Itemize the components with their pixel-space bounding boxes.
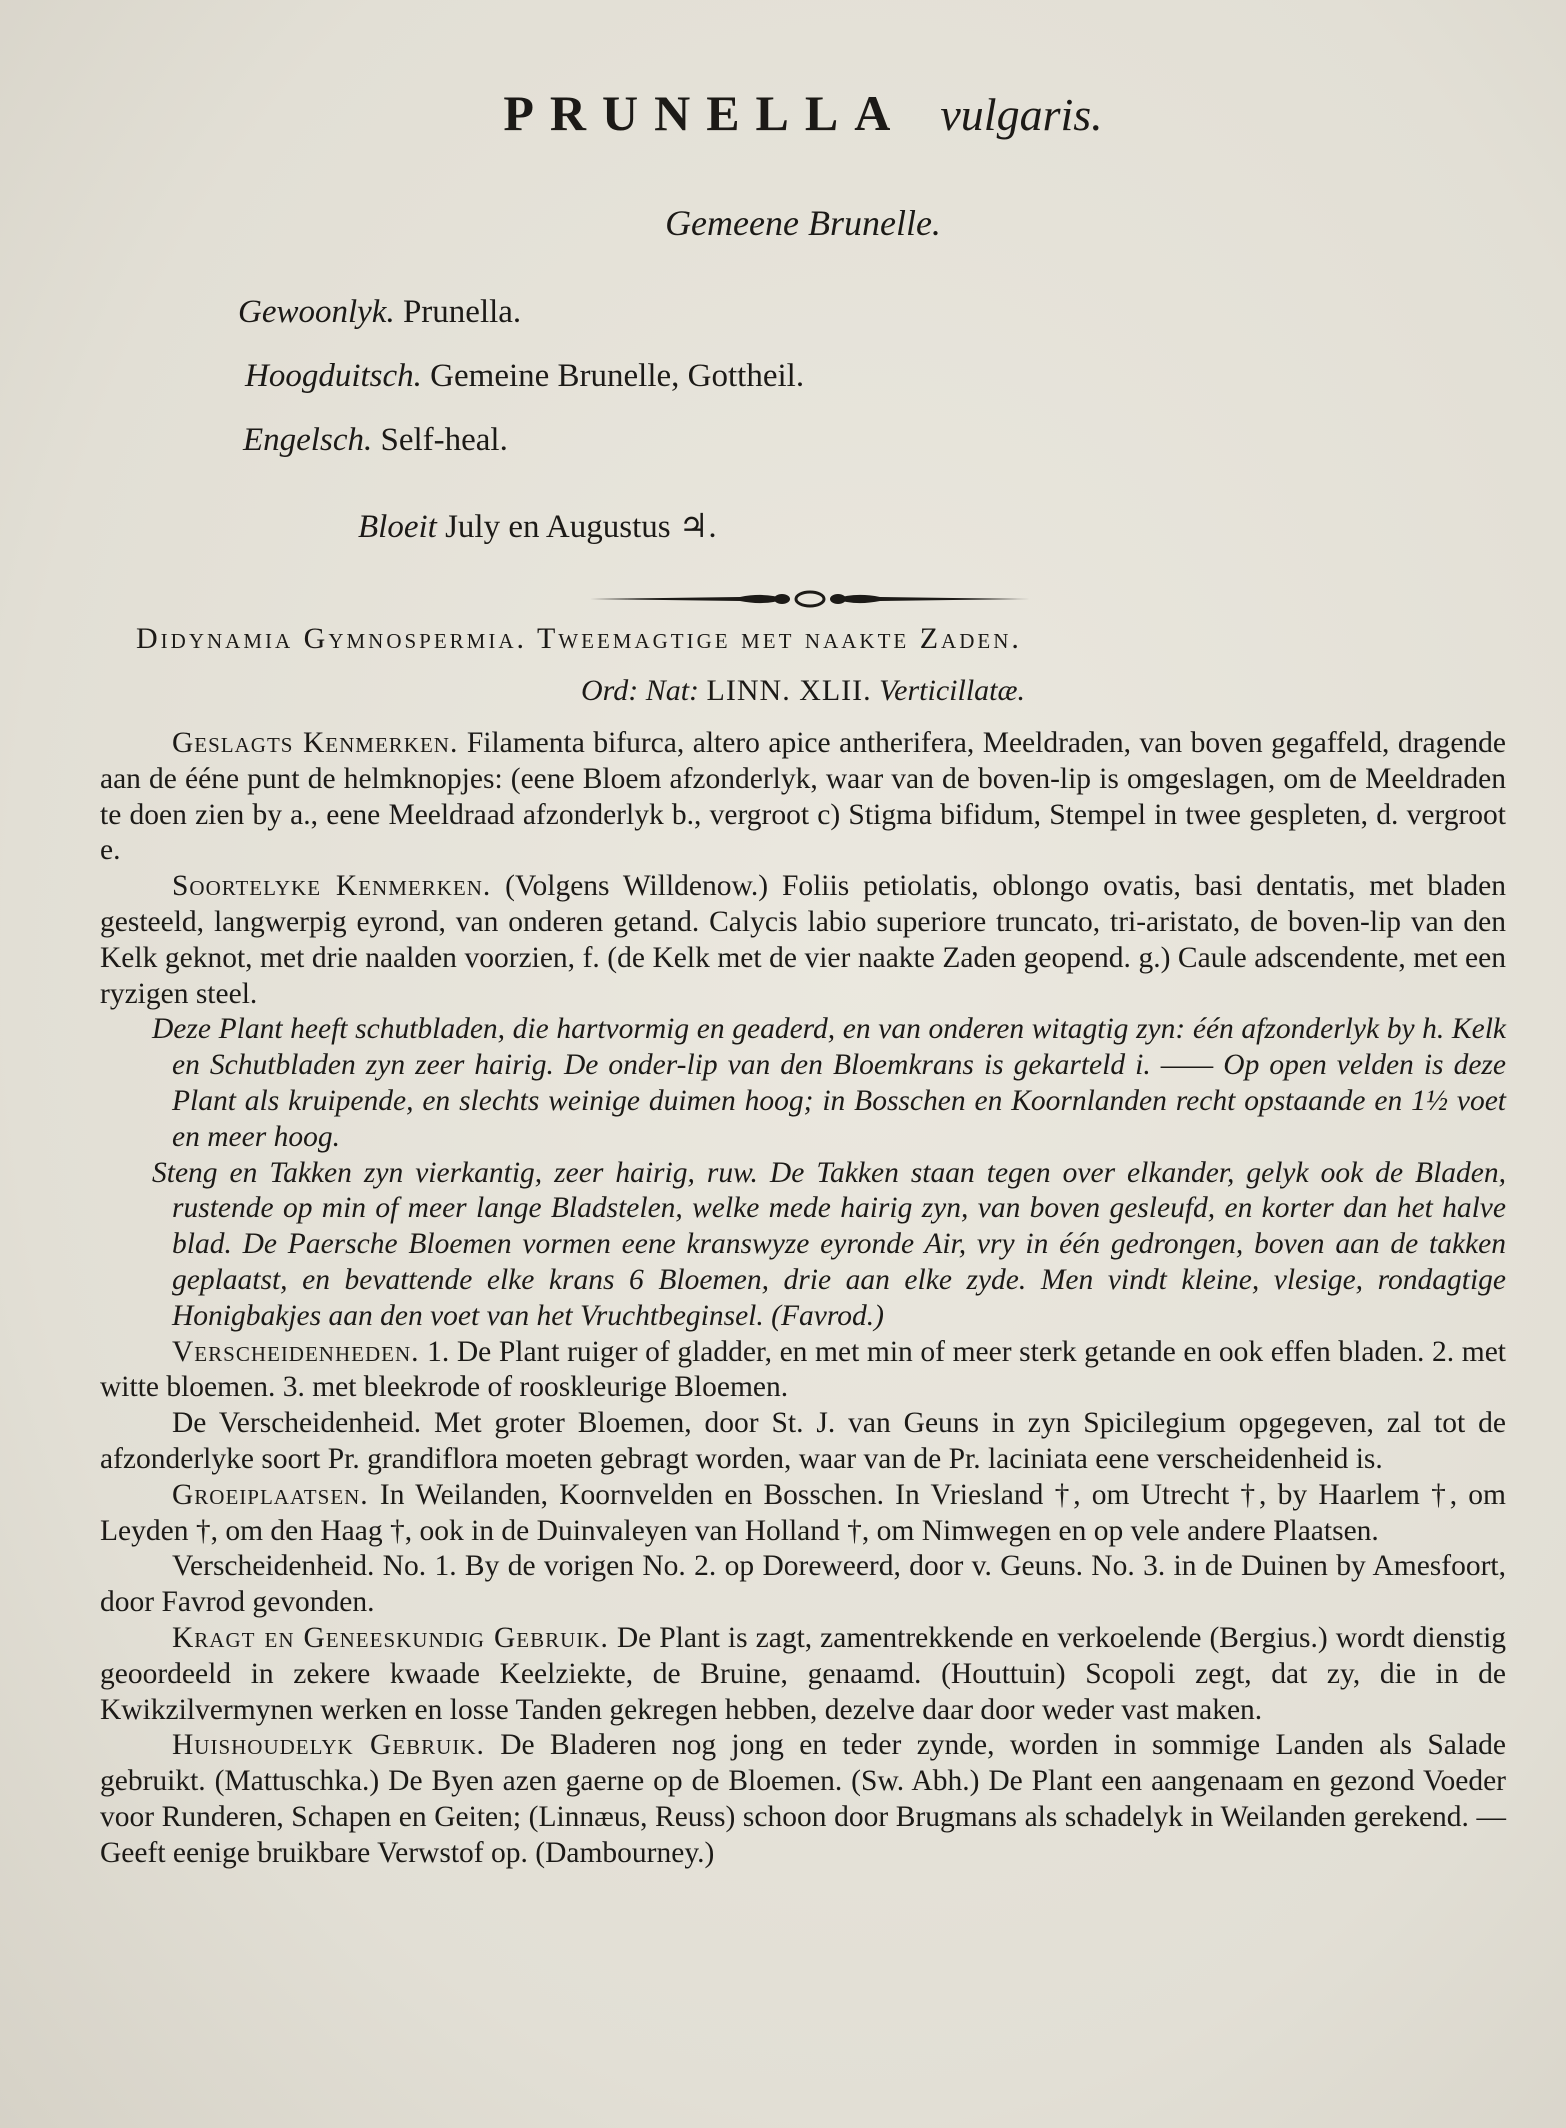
paragraph-text: In Weilanden, Koornvelden en Bosschen. In Vriesland †, om Utrecht †, by Haarlem †, om Leyden †, om den Haag †, ook in de Duinvaleyen van Holland †, om Nimwegen en op vele andere Plaatsen.: [100, 1478, 1507, 1547]
paragraph: [100, 869, 1506, 1012]
description-body: [100, 726, 1506, 1872]
paragraph-text: De Bladeren nog jong en teder zynde, worden in sommige Landen als Salade gebruikt. (Mattuschka.) De Byen azen gaerne op de Bloemen. (Sw. Abh.) De Plant een aangenaam en gezond Voeder voor Runderen, Schapen en Geiten; (Linnæus, Reuss) schoon door Brugmans als schadelyk in Weilanden gerekend. — Geeft eenige bruikbare Verwstof op. (Dambourney.): [100, 1729, 1507, 1869]
common-name-line: [100, 408, 1506, 472]
ornament-divider: [590, 588, 1030, 610]
paragraph: [100, 1012, 1506, 1155]
paragraph-text: 1. De Plant ruiger of gladder, en met min of meer sterk getande en ook effen bladen. 2. met witte bloemen. 3. met bleekrode of rooskleurige Bloemen.: [100, 1335, 1506, 1404]
bloom-label: Bloeit: [358, 509, 437, 545]
common-name-line: [100, 280, 1506, 344]
common-name-language: Gewoonlyk.: [238, 294, 395, 330]
paragraph-heading: Soortelyke Kenmerken.: [172, 870, 492, 903]
paragraph-heading: Verscheidenheden.: [172, 1335, 420, 1368]
common-name-value: Self-heal.: [380, 422, 508, 458]
order-label: Ord: Nat:: [580, 674, 700, 707]
common-name-value: Prunella.: [402, 294, 522, 330]
paragraph-heading: Huishoudelyk Gebruik.: [172, 1729, 485, 1762]
paragraph-heading: Kragt en Geneeskundig Gebruik.: [172, 1621, 609, 1654]
common-name-language: Engelsch.: [243, 422, 373, 458]
common-name-value: Gemeine Brunelle, Gottheil.: [430, 358, 805, 394]
paragraph: [100, 1728, 1506, 1871]
paragraph: [100, 1549, 1506, 1621]
paragraph: [100, 1406, 1506, 1478]
paragraph-text: Filamenta bifurca, altero apice antherifera, Meeldraden, van boven gegaffeld, dragende aan de ééne punt de helmknopjes: (eene Bloem afzonderlyk, waar van de boven-lip is omgeslagen, om de Meeldraden te doen zien by a., eene Meeldraad afzonderlyk b., vergroot c) Stigma bifidum, Stempel in twee gespleten, d. vergroot e.: [100, 727, 1507, 867]
paragraph-text: De Plant is zagt, zamentrekkende en verkoelende (Bergius.) wordt dienstig geoordeeld in zekere kwaade Keelziekte, de Bruine, genaamd. (Houttuin) Scopoli zegt, dat zy, die in de Kwikzilvermynen werken en losse Tanden gekregen hebben, dezelve daar door weder vast maken.: [100, 1621, 1507, 1726]
natural-order-line: [100, 674, 1506, 708]
common-names: [100, 280, 1506, 472]
title-genus: PRUNELLA: [503, 85, 907, 141]
paragraph-heading: Geslagts Kenmerken.: [172, 727, 459, 759]
paragraph-text: Deze Plant heeft schutbladen, die hartvormig en geaderd, en van onderen witagtig zyn: één afzonderlyk by h. Kelk en Schutbladen zyn zeer hairig. De onder-lip van den Bloemkrans is gekarteld i. —— Op open velden is deze Plant als kruipende, en slechts weinige duimen hoog; in Bosschen en Koornlanden recht opstaande en 1½ voet en meer hoog.: [152, 1013, 1506, 1153]
paragraph: [100, 726, 1506, 869]
paragraph: [100, 1156, 1506, 1335]
title-species: vulgaris.: [940, 89, 1103, 140]
paragraph: [100, 1478, 1506, 1550]
common-name-language: Hoogduitsch.: [245, 358, 422, 394]
bloom-text: July en Augustus ♃.: [445, 509, 717, 545]
order-linn: LINN. XLII.: [706, 674, 872, 707]
paragraph-text: Steng en Takken zyn vierkantig, zeer hairig, ruw. De Takken staan tegen over elkander, gelyk ook de Bladen, rustende op min of meer lange Bladstelen, welke mede hairig zyn, van boven gesleufd, en korter dan het halve blad. De Paersche Bloemen vormen eene kranswyze eyronde Air, vry in één gedrongen, boven aan de takken geplaatst, en bevattende elke krans 6 Bloemen, drie aan elke zyde. Men vindt kleine, vlesige, rondagtige Honigbakjes aan den voet van het Vruchtbeginsel. (Favrod.): [152, 1156, 1506, 1332]
order-name: Verticillatæ.: [879, 674, 1025, 707]
paragraph: [100, 1335, 1506, 1407]
common-name-line: [100, 344, 1506, 408]
paragraph: [100, 1621, 1506, 1728]
page-subtitle: Gemeene Brunelle.: [665, 203, 941, 243]
paragraph-text: Verscheidenheid. No. 1. By de vorigen No. 2. op Doreweerd, door v. Geuns. No. 3. in de Duinen by Amesfoort, door Favrod gevonden.: [100, 1550, 1506, 1619]
paragraph-text: (Volgens Willdenow.) Foliis petiolatis, oblongo ovatis, basi dentatis, met bladen gesteeld, langwerpig eyrond, van onderen getand. Calycis labio superiore truncato, tri-aristato, de boven-lip van den Kelk geknot, met drie naalden voorzien, f. (de Kelk met de vier naakte Zaden geopend. g.) Caule adscendente, met een ryzigen steel.: [100, 870, 1507, 1010]
bloom-line: [100, 506, 1506, 546]
paragraph-text: De Verscheidenheid. Met groter Bloemen, door St. J. van Geuns in zyn Spicilegium opgegeven, zal tot de afzonderlyke soort Pr. grandiflora moeten gebragt worden, waar van de Pr. laciniata eene verscheidenheid is.: [100, 1407, 1506, 1475]
paragraph-heading: Groeiplaatsen.: [172, 1478, 369, 1511]
page-title: [100, 84, 1506, 150]
classification-line: Didynamia Gymnospermia. Tweemagtige met naakte Zaden.: [136, 622, 1022, 655]
